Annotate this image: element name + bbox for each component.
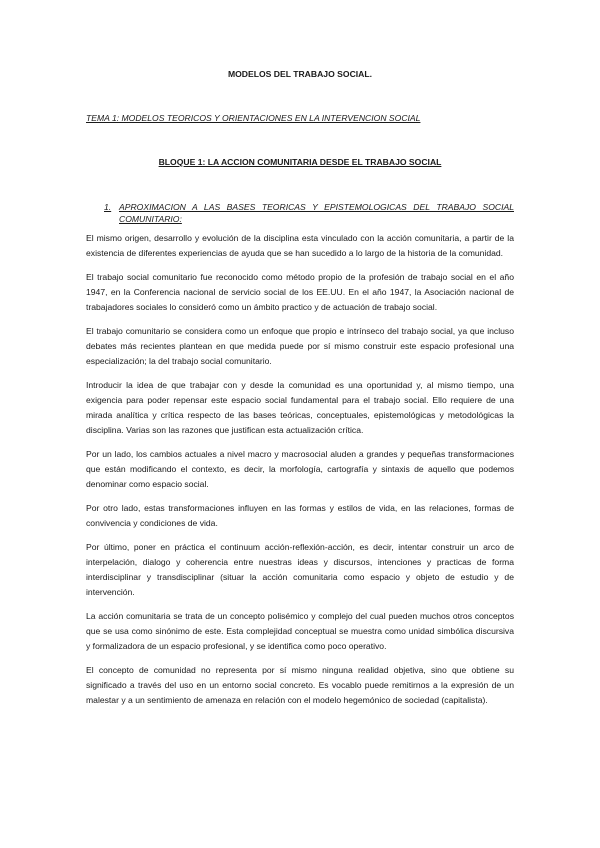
block-heading: BLOQUE 1: LA ACCION COMUNITARIA DESDE EL TRABAJO SOCIAL xyxy=(158,157,442,167)
paragraph-origin: El mismo origen, desarrollo y evolución de la disciplina esta vinculado con la acción comunitaria, a partir de la existencia de diferentes experiencias de ayuda que se han sucedido a lo largo de la historia de la comunidad. xyxy=(86,233,514,259)
document-title: MODELOS DEL TRABAJO SOCIAL. xyxy=(227,69,373,79)
section-heading xyxy=(86,201,514,225)
paragraph-lifestyles: Por otro lado, estas transformaciones influyen en las formas y estilos de vida, en las relaciones, formas de convivencia y condiciones de vida. xyxy=(86,503,514,529)
paragraph-community-concept: El concepto de comunidad no representa por sí mismo ninguna realidad objetiva, sino que obtiene su significado a través del uso en un entorno social concreto. Es vocablo puede remitirnos a la expresión de un malestar y a un sentimiento de amenaza en relación con el modelo hegemónico de sociedad (capitalista). xyxy=(86,665,514,706)
topic-heading: TEMA 1: MODELOS TEORICOS Y ORIENTACIONES EN LA INTERVENCION SOCIAL xyxy=(86,113,421,123)
paragraph-polysemic: La acción comunitaria se trata de un concepto polisémico y complejo del cual pueden muchos otros conceptos que se usa como sinónimo de este. Esta complejidad conceptual se muestra como unidad simbólica discursiva y formalizadora de un espacio profesional, y se identifica como poco operativo. xyxy=(86,611,514,652)
paragraph-continuum: Por último, poner en práctica el continuum acción-reflexión-acción, es decir, intentar construir un arco de interpelación, dialogo y coherencia entre nuestras ideas y discursos, intenciones y practicas de forma interdisciplinar y transdisciplinar (situar la acción comunitaria como espacio y objeto de estudio y de intervención. xyxy=(86,541,514,598)
document-body xyxy=(86,68,514,717)
section-title: APROXIMACION A LAS BASES TEORICAS Y EPISTEMOLOGICAS DEL TRABAJO SOCIAL COMUNITARIO: xyxy=(119,202,514,224)
paragraph-opportunity: Introducir la idea de que trabajar con y desde la comunidad es una oportunidad y, al mismo tiempo, una exigencia para poder repensar este espacio social fundamental para el trabajo social. Ello requiere de una mirada analítica y crítica respecto de las bases teóricas, conceptuales, epistemológicas y metodológicas la disciplina. Varias son las razones que justifican esta actualización crítica. xyxy=(86,379,514,436)
section-number: 1. xyxy=(104,202,112,212)
paragraph-recognition: El trabajo social comunitario fue reconocido como método propio de la profesión de trabajo social en el año 1947, en la Conferencia nacional de servicio social de los EE.UU. En el año 1947, la Asociación nacional de trabajadores sociales lo consideró como un ámbito practico y de actuación de trabajo social. xyxy=(86,271,514,313)
paragraph-approach: El trabajo comunitario se considera como un enfoque que propio e intrínseco del trabajo social, ya que incluso debates más recientes plantean en que medida puede por sí mismo construir este espacio profesional una especialización; la del trabajo social comunitario. xyxy=(86,325,514,367)
paragraph-changes: Por un lado, los cambios actuales a nivel macro y macrosocial aluden a grandes y pequeñas transformaciones que están modificando el contexto, es decir, la morfología, cartografía y sintaxis de aquello que podemos denominar como espacio social. xyxy=(86,449,514,490)
